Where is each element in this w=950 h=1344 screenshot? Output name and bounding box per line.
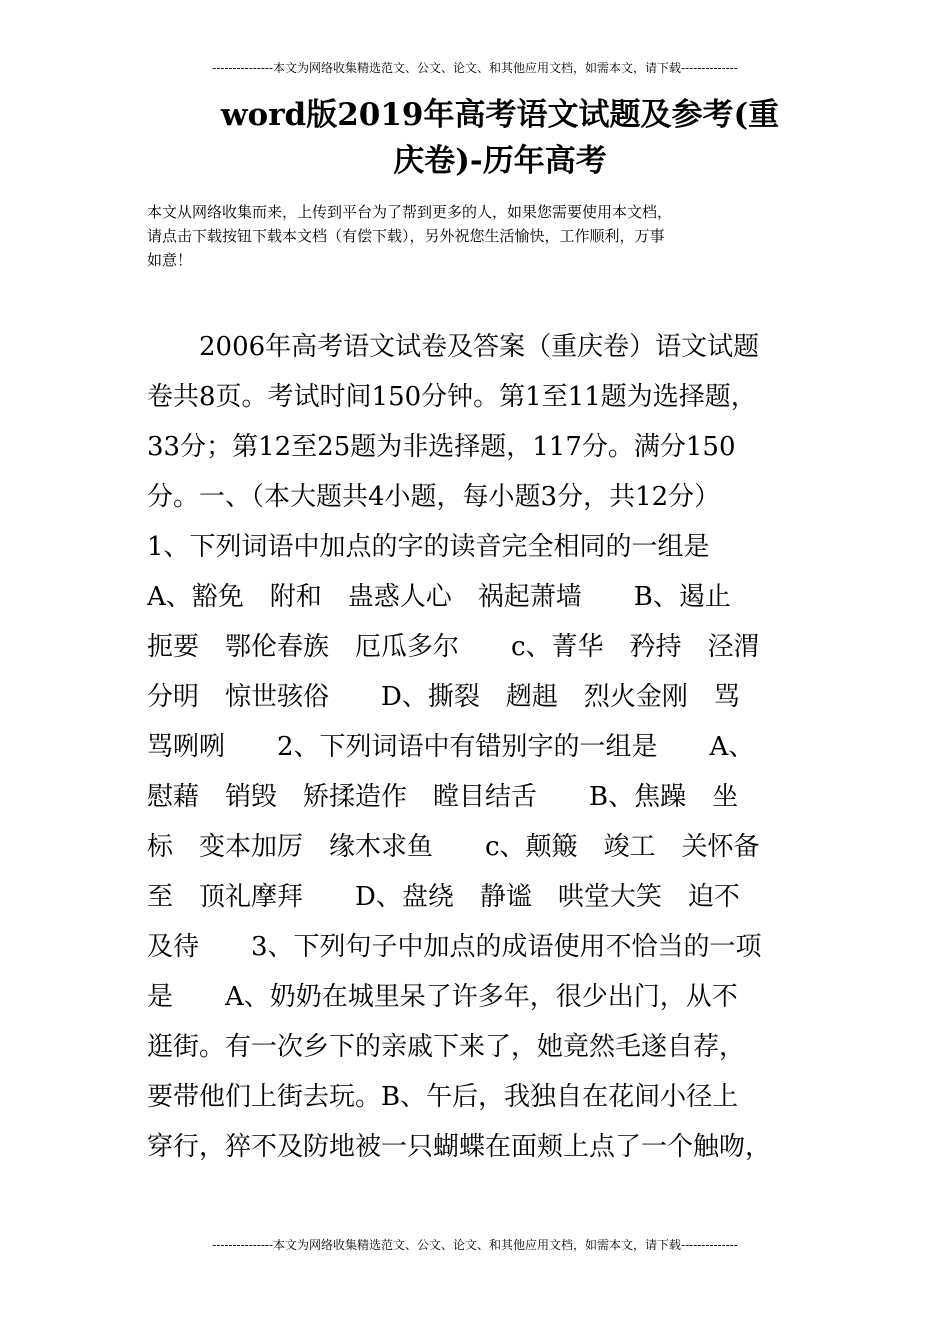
body-line: 扼要 鄂伦春族 厄瓜多尔 c、菁华 矜持 泾渭 xyxy=(147,632,760,662)
body-line: 骂咧咧 2、下列词语中有错别字的一组是 A、 xyxy=(147,732,755,762)
intro-line: 如意！ xyxy=(147,251,193,269)
body-line: 分。一、（本大题共4小题，每小题3分，共12分） xyxy=(147,482,721,512)
intro-line: 本文从网络收集而来，上传到平台为了帮到更多的人，如果您需要使用本文档， xyxy=(147,203,673,221)
document-title xyxy=(150,92,850,184)
body-line: 逛街。有一次乡下的亲戚下来了，她竟然毛遂自荐， xyxy=(147,1032,746,1062)
body-text xyxy=(147,322,812,1172)
body-line: 穿行，猝不及防地被一只蝴蝶在面颊上点了一个触吻， xyxy=(147,1132,772,1162)
body-line: 1、下列词语中加点的字的读音完全相同的一组是 xyxy=(147,532,710,562)
body-line: A、豁免 附和 蛊惑人心 祸起萧墙 B、遏止 xyxy=(147,582,731,612)
body-line: 分明 惊世骇俗 D、撕裂 趔趄 烈火金刚 骂 xyxy=(147,682,740,712)
title-line-1: word版2019年高考语文试题及参考(重 xyxy=(220,97,780,133)
footer-note: ---------------本文为网络收集精选范文、公文、论文、和其他应用文档，如需本文，请下载-------------- xyxy=(212,1238,738,1252)
body-line: 至 顶礼摩拜 D、盘绕 静谧 哄堂大笑 迫不 xyxy=(147,882,740,912)
body-line: 2006年高考语文试卷及答案（重庆卷）语文试题 xyxy=(147,332,760,362)
intro-line: 请点击下载按钮下载本文档（有偿下载），另外祝您生活愉快，工作顺利，万事 xyxy=(147,227,665,245)
body-line: 及待 3、下列句子中加点的成语使用不恰当的一项 xyxy=(147,932,762,962)
body-line: 要带他们上街去玩。B、午后，我独自在花间小径上 xyxy=(147,1082,739,1112)
body-line: 是 A、奶奶在城里呆了许多年，很少出门，从不 xyxy=(147,982,738,1012)
body-line: 33分；第12至25题为非选择题，117分。满分150 xyxy=(147,432,736,462)
title-line-2: 庆卷)-历年高考 xyxy=(393,143,607,179)
body-line: 标 变本加厉 缘木求鱼 c、颠簸 竣工 关怀备 xyxy=(147,832,760,862)
body-line: 卷共8页。考试时间150分钟。第1至11题为选择题， xyxy=(147,382,757,412)
header-note: ---------------本文为网络收集精选范文、公文、论文、和其他应用文档，如需本文，请下载-------------- xyxy=(212,61,738,75)
body-line: 慰藉 销毁 矫揉造作 瞠目结舌 B、焦躁 坐 xyxy=(147,782,739,812)
intro-paragraph xyxy=(147,200,812,272)
